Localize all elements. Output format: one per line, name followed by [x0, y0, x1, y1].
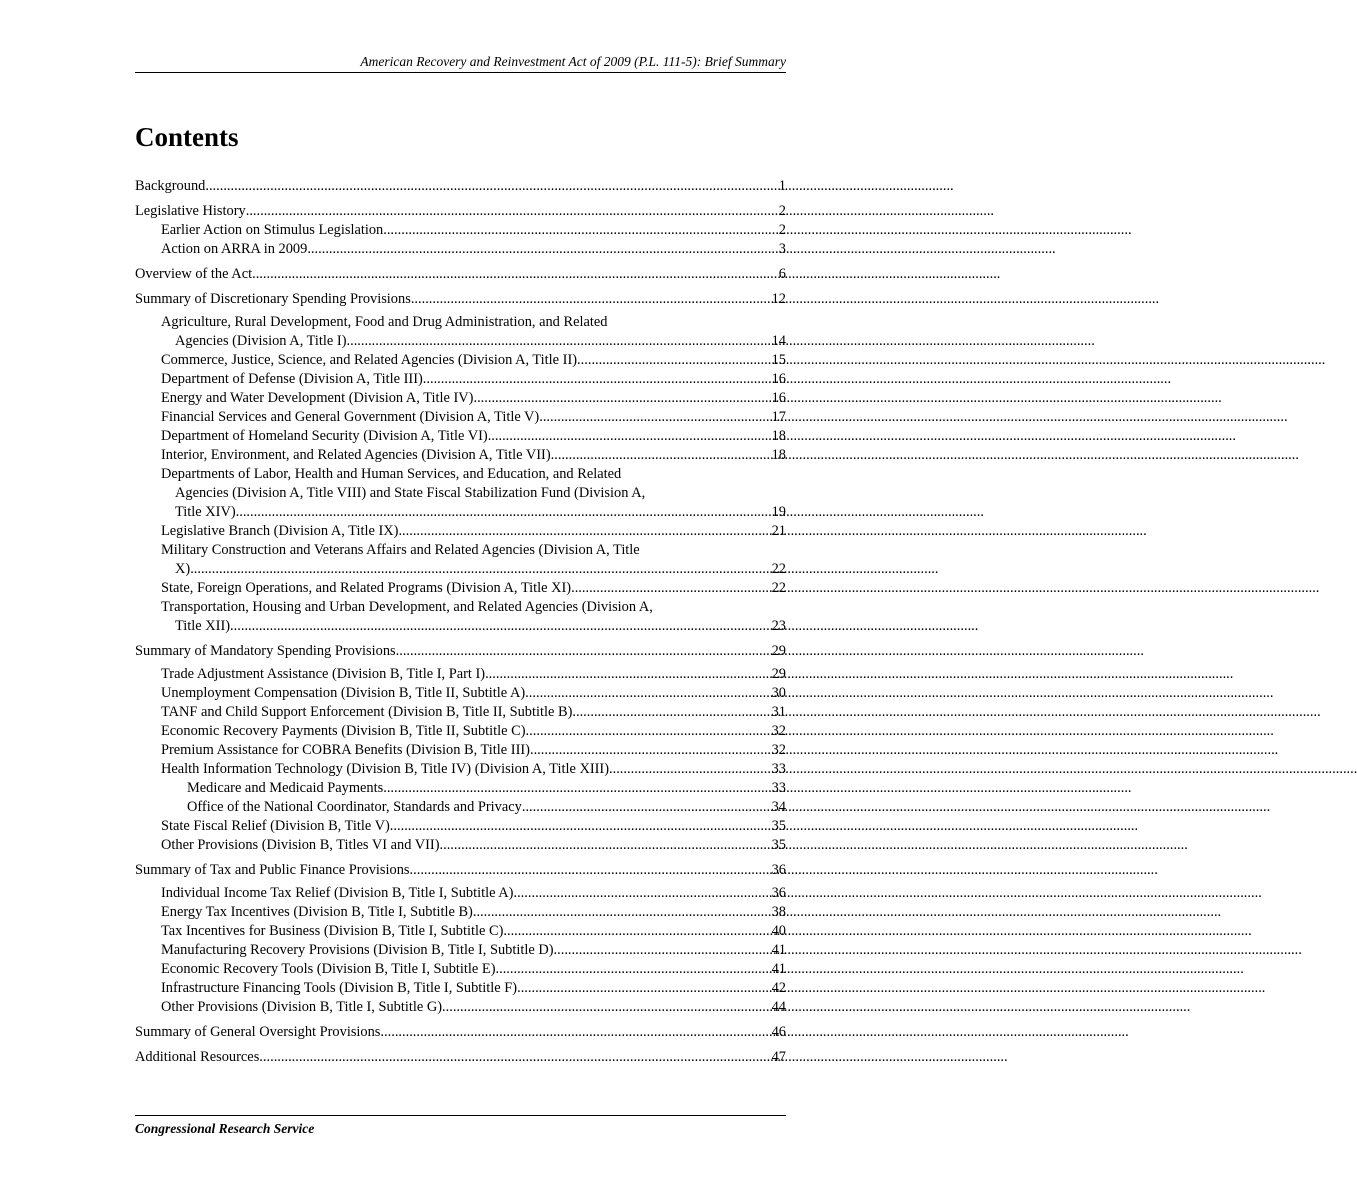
- dot-leader: [522, 798, 771, 817]
- toc-entry-text: Department of Defense (Division A, Title III): [161, 371, 423, 387]
- dot-leader: [380, 1023, 770, 1042]
- toc-page-number: 22: [771, 580, 786, 596]
- toc-entry-text: Health Information Technology (Division B, Title IV) (Division A, Title XIII): [161, 761, 610, 777]
- toc-entry-additional[interactable]: [135, 1048, 786, 1067]
- toc-page-number: 17: [771, 409, 786, 425]
- dot-leader: [517, 979, 771, 998]
- toc-page-number: 36: [771, 862, 786, 878]
- dot-leader: [190, 560, 770, 579]
- toc-entry-continuation: [135, 560, 786, 579]
- toc-entry-discretionary[interactable]: [135, 290, 786, 309]
- toc-page-number: 29: [771, 666, 786, 682]
- toc-entry-text-line: Transportation, Housing and Urban Development, and Related Agencies (Division A,: [161, 599, 653, 615]
- dot-leader: [551, 446, 771, 465]
- toc-entry-energy-water[interactable]: [135, 389, 786, 408]
- toc-page-number: 3: [778, 241, 786, 257]
- toc-page-number: 15: [771, 352, 786, 368]
- dot-leader: [571, 579, 771, 598]
- toc-entry-homeland[interactable]: [135, 427, 786, 446]
- dot-leader: [473, 903, 771, 922]
- toc-group-discretionary: [135, 290, 786, 636]
- toc-entry-text-line: Agencies (Division A, Title VIII) and State Fiscal Stabilization Fund (Division A,: [175, 485, 646, 501]
- toc-page-number: 21: [771, 523, 786, 539]
- toc-entry-health-it[interactable]: [135, 760, 786, 779]
- toc-entry-text: Office of the National Coordinator, Standards and Privacy: [187, 799, 522, 815]
- toc-entry-infrastructure[interactable]: [135, 979, 786, 998]
- toc-page-number: 14: [771, 333, 786, 349]
- toc-entry-other-tax[interactable]: [135, 998, 786, 1017]
- toc-entry-text: Other Provisions (Division B, Title I, Subtitle G): [161, 999, 443, 1015]
- toc-entry-text-line: Agencies (Division A, Title I): [175, 333, 347, 349]
- toc-entry-text: Additional Resources: [135, 1049, 260, 1065]
- toc-entry-mandatory[interactable]: [135, 642, 786, 661]
- toc-page-number: 29: [771, 643, 786, 659]
- toc-page-number: 16: [771, 371, 786, 387]
- toc-entry-overview[interactable]: [135, 265, 786, 284]
- toc-group-additional: [135, 1048, 786, 1067]
- toc-entry-text: Energy Tax Incentives (Division B, Title I, Subtitle B): [161, 904, 473, 920]
- toc-entry-text: Legislative History: [135, 203, 246, 219]
- toc-entry-continuation: [135, 503, 786, 522]
- running-header-title: American Recovery and Reinvestment Act of 2009 (P.L. 111-5): Brief Summary: [360, 54, 786, 69]
- toc-page-number: 33: [771, 780, 786, 796]
- page-footer: [135, 1115, 786, 1137]
- toc-page-number: 16: [771, 390, 786, 406]
- toc-group-legislative-history: [135, 202, 786, 259]
- dot-leader: [246, 202, 778, 221]
- dot-leader: [503, 922, 770, 941]
- dot-leader: [496, 960, 771, 979]
- toc-page-number: 12: [771, 291, 786, 307]
- dot-leader: [347, 332, 771, 351]
- toc-page-number: 30: [771, 685, 786, 701]
- toc-entry-unemployment[interactable]: [135, 684, 786, 703]
- toc-group-overview: [135, 265, 786, 284]
- dot-leader: [236, 503, 771, 522]
- toc-entry-earlier-action[interactable]: [135, 221, 786, 240]
- toc-entry-text: Summary of General Oversight Provisions: [135, 1024, 381, 1040]
- toc-entry-state-fiscal[interactable]: [135, 817, 786, 836]
- toc-entry-transportation[interactable]: [135, 598, 786, 636]
- toc-page-number: 2: [778, 222, 786, 238]
- toc-page-number: 35: [771, 818, 786, 834]
- toc-entry-business-tax[interactable]: [135, 922, 786, 941]
- toc-entry-text: Interior, Environment, and Related Agencies (Division A, Title VII): [161, 447, 551, 463]
- toc-group-background: [135, 177, 786, 196]
- toc-entry-tax[interactable]: [135, 861, 786, 880]
- dot-leader: [390, 817, 771, 836]
- toc-page-number: 31: [771, 704, 786, 720]
- dot-leader: [423, 370, 771, 389]
- toc-entry-individual-tax[interactable]: [135, 884, 786, 903]
- toc-entry-background[interactable]: [135, 177, 786, 196]
- toc-page-number: 18: [771, 428, 786, 444]
- toc-entry-oversight[interactable]: [135, 1023, 786, 1042]
- toc-entry-agriculture[interactable]: [135, 313, 786, 351]
- toc-page-number: 2: [778, 203, 786, 219]
- toc-entry-text: Commerce, Justice, Science, and Related Agencies (Division A, Title II): [161, 352, 578, 368]
- dot-leader: [252, 265, 778, 284]
- toc-page-number: 18: [771, 447, 786, 463]
- footer-publisher: Congressional Research Service: [135, 1121, 315, 1136]
- toc-entry-energy-tax[interactable]: [135, 903, 786, 922]
- toc-entry-text: State, Foreign Operations, and Related Programs (Division A, Title XI): [161, 580, 572, 596]
- toc-entry-text: Summary of Tax and Public Finance Provisions: [135, 862, 410, 878]
- toc-page-number: 44: [771, 999, 786, 1015]
- toc-page-number: 1: [778, 178, 786, 194]
- toc-entry-other-mandatory[interactable]: [135, 836, 786, 855]
- toc-entry-text: State Fiscal Relief (Division B, Title V): [161, 818, 390, 834]
- dot-leader: [230, 617, 771, 636]
- toc-entry-interior[interactable]: [135, 446, 786, 465]
- dot-leader: [410, 861, 771, 880]
- toc-entry-text: Manufacturing Recovery Provisions (Division B, Title I, Subtitle D): [161, 942, 554, 958]
- toc-entry-text-line: Title XII): [175, 618, 231, 634]
- toc-entry-text-line: Departments of Labor, Health and Human Services, and Education, and Related: [161, 466, 622, 482]
- toc-entry-text: Individual Income Tax Relief (Division B, Title I, Subtitle A): [161, 885, 514, 901]
- toc-entry-commerce[interactable]: [135, 351, 786, 370]
- toc-entry-continuation: [135, 332, 786, 351]
- dot-leader: [442, 998, 771, 1017]
- toc-page-number: 34: [771, 799, 786, 815]
- toc-entry-text: Summary of Mandatory Spending Provisions: [135, 643, 396, 659]
- toc-entry-milcon[interactable]: [135, 541, 786, 579]
- toc-entry-text: Premium Assistance for COBRA Benefits (Division B, Title III): [161, 742, 530, 758]
- toc-entry-text: Tax Incentives for Business (Division B, Title I, Subtitle C): [161, 923, 504, 939]
- dot-leader: [526, 722, 771, 741]
- toc-entry-text-line: Title XIV): [175, 504, 236, 520]
- toc-entry-action-2009[interactable]: [135, 240, 786, 259]
- toc-entry-defense[interactable]: [135, 370, 786, 389]
- toc-entry-text: Economic Recovery Payments (Division B, Title II, Subtitle C): [161, 723, 526, 739]
- toc-entry-text: Economic Recovery Tools (Division B, Title I, Subtitle E): [161, 961, 496, 977]
- dot-leader: [513, 884, 770, 903]
- toc-entry-text: Infrastructure Financing Tools (Division B, Title I, Subtitle F): [161, 980, 518, 996]
- table-of-contents: [135, 177, 786, 1073]
- toc-page-number: 36: [771, 885, 786, 901]
- toc-entry-text: Department of Homeland Security (Division A, Title VI): [161, 428, 488, 444]
- toc-page-number: 35: [771, 837, 786, 853]
- dot-leader: [572, 703, 770, 722]
- toc-page-number: 22: [771, 561, 786, 577]
- dot-leader: [259, 1048, 770, 1067]
- dot-leader: [473, 389, 770, 408]
- toc-entry-financial-services[interactable]: [135, 408, 786, 427]
- dot-leader: [577, 351, 771, 370]
- toc-group-mandatory: [135, 642, 786, 855]
- toc-page-number: 42: [771, 980, 786, 996]
- toc-page-number: 19: [771, 504, 786, 520]
- toc-entry-text: Overview of the Act: [135, 266, 253, 282]
- toc-entry-text: Financial Services and General Government (Division A, Title V): [161, 409, 540, 425]
- dot-leader: [398, 522, 770, 541]
- toc-entry-cobra[interactable]: [135, 741, 786, 760]
- toc-entry-text: Other Provisions (Division B, Titles VI and VII): [161, 837, 440, 853]
- toc-page-number: 23: [771, 618, 786, 634]
- toc-entry-economic-tools[interactable]: [135, 960, 786, 979]
- dot-leader: [488, 427, 771, 446]
- toc-page-number: 40: [771, 923, 786, 939]
- toc-page-number: 33: [771, 761, 786, 777]
- toc-entry-economic-payments[interactable]: [135, 722, 786, 741]
- dot-leader: [396, 642, 771, 661]
- toc-page-number: 41: [771, 942, 786, 958]
- toc-entry-text: TANF and Child Support Enforcement (Division B, Title II, Subtitle B): [161, 704, 573, 720]
- toc-page-number: 47: [771, 1049, 786, 1065]
- dot-leader: [411, 290, 771, 309]
- toc-page-number: 32: [771, 723, 786, 739]
- dot-leader: [530, 741, 771, 760]
- toc-entry-medicare[interactable]: [135, 779, 786, 798]
- toc-page-number: 6: [778, 266, 786, 282]
- toc-entry-legislative-branch[interactable]: [135, 522, 786, 541]
- toc-page-number: 32: [771, 742, 786, 758]
- toc-group-oversight: [135, 1023, 786, 1042]
- toc-entry-labor-hhs[interactable]: [135, 465, 786, 522]
- toc-entry-trade-adjustment[interactable]: [135, 665, 786, 684]
- dot-leader: [485, 665, 771, 684]
- running-header: [135, 54, 786, 73]
- toc-entry-tanf[interactable]: [135, 703, 786, 722]
- dot-leader: [539, 408, 770, 427]
- toc-entry-text: Action on ARRA in 2009: [161, 241, 308, 257]
- toc-entry-text-line: X): [175, 561, 191, 577]
- toc-entry-text: Summary of Discretionary Spending Provisions: [135, 291, 411, 307]
- dot-leader: [383, 779, 770, 798]
- dot-leader: [205, 177, 777, 196]
- dot-leader: [383, 221, 778, 240]
- toc-entry-text: Legislative Branch (Division A, Title IX): [161, 523, 399, 539]
- dot-leader: [554, 941, 771, 960]
- toc-entry-text-line: Military Construction and Veterans Affairs and Related Agencies (Division A, Title: [161, 542, 640, 558]
- toc-entry-text-line: Agriculture, Rural Development, Food and Drug Administration, and Related: [161, 314, 608, 330]
- toc-page-number: 38: [771, 904, 786, 920]
- dot-leader: [525, 684, 770, 703]
- toc-entry-text: Energy and Water Development (Division A, Title IV): [161, 390, 474, 406]
- toc-entry-text: Trade Adjustment Assistance (Division B, Title I, Part I): [161, 666, 486, 682]
- toc-page-number: 41: [771, 961, 786, 977]
- toc-page-number: 46: [771, 1024, 786, 1040]
- toc-entry-text: Background: [135, 178, 206, 194]
- toc-entry-text: Unemployment Compensation (Division B, Title II, Subtitle A): [161, 685, 526, 701]
- toc-entry-onc[interactable]: [135, 798, 786, 817]
- toc-entry-manufacturing[interactable]: [135, 941, 786, 960]
- toc-entry-text: Earlier Action on Stimulus Legislation: [161, 222, 384, 238]
- dot-leader: [609, 760, 771, 779]
- toc-group-tax: [135, 861, 786, 1017]
- toc-entry-state-foreign[interactable]: [135, 579, 786, 598]
- dot-leader: [440, 836, 771, 855]
- dot-leader: [307, 240, 777, 259]
- page-title: Contents: [135, 122, 239, 152]
- toc-entry-legislative-history[interactable]: [135, 202, 786, 221]
- toc-entry-continuation: [135, 617, 786, 636]
- toc-entry-text: Medicare and Medicaid Payments: [187, 780, 384, 796]
